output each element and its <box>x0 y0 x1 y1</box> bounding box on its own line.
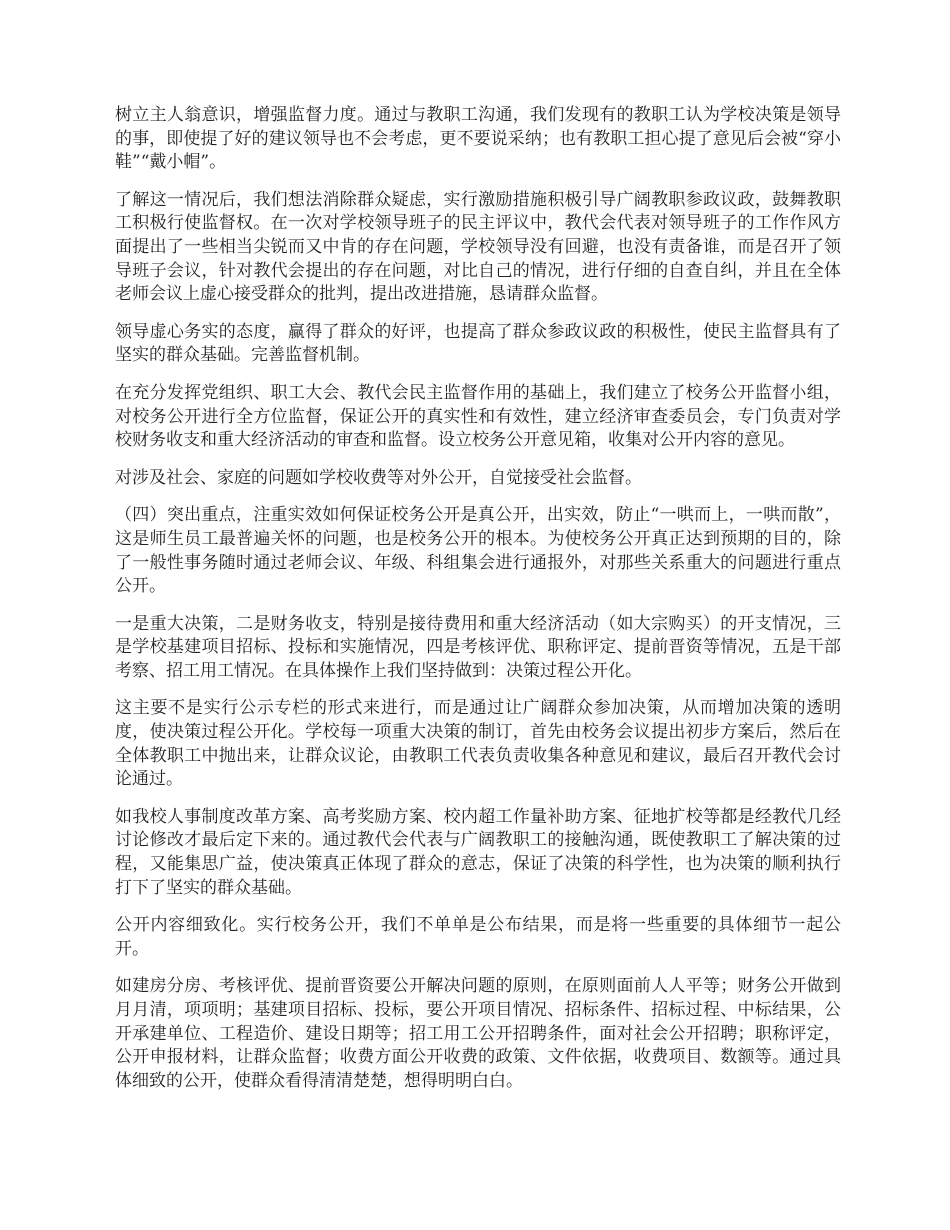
paragraph-6: （四）突出重点，注重实效如何保证校务公开是真公开，出实效，防止“一哄而上，一哄而散”，这是师生员工最普遍关怀的问题，也是校务公开的根本。为使校务公开真正达到预期的目的，除了一般性事务随时通过老师会议、年级、科组集会进行通报外，对那些关系重大的问题进行重点公开。 <box>115 505 841 597</box>
document-body <box>115 104 841 1107</box>
paragraph-3: 领导虚心务实的态度，赢得了群众的好评，也提高了群众参政议政的积极性，使民主监督具有了坚实的群众基础。完善监督机制。 <box>115 321 841 366</box>
paragraph-7: 一是重大决策，二是财务收支，特别是接待费用和重大经济活动（如大宗购买）的开支情况，三是学校基建项目招标、投标和实施情况，四是考核评优、职称评定、提前晋资等情况，五是干部考察、招工用工情况。在具体操作上我们坚持做到：决策过程公开化。 <box>115 613 841 681</box>
paragraph-5: 对涉及社会、家庭的问题如学校收费等对外公开，自觉接受社会监督。 <box>115 467 642 488</box>
paragraph-10: 公开内容细致化。实行校务公开，我们不单单是公布结果，而是将一些重要的具体细节一起公开。 <box>115 915 841 959</box>
paragraph-4: 在充分发挥党组织、职工大会、教代会民主监督作用的基础上，我们建立了校务公开监督小组，对校务公开进行全方位监督，保证公开的真实性和有效性，建立经济审查委员会，专门负责对学校财务收支和重大经济活动的审查和监督。设立校务公开意见箱，收集对公开内容的意见。 <box>115 382 841 451</box>
paragraph-8: 这主要不是实行公示专栏的形式来进行，而是通过让广阔群众参加决策，从而增加决策的透明度，使决策过程公开化。学校每一项重大决策的制订，首先由校务会议提出初步方案后，然后在全体教职工中抛出来，让群众议论，由教职工代表负责收集各种意见和建议，最后召开教代会讨论通过。 <box>115 698 841 790</box>
paragraph-2: 了解这一情况后，我们想法消除群众疑虑，实行激励措施积极引导广阔教职参政议政，鼓舞教职工积极行使监督权。在一次对学校领导班子的民主评议中，教代会代表对领导班子的工作作风方面提出了一些相当尖锐而又中肯的存在问题，学校领导没有回避，也没有责备谁，而是召开了领导班子会议，针对教代会提出的存在问题，对比自己的情况，进行仔细的自查自纠，并且在全体老师会议上虚心接受群众的批判，提出改进措施，恳请群众监督。 <box>115 189 841 305</box>
paragraph-9: 如我校人事制度改革方案、高考奖励方案、校内超工作量补助方案、征地扩校等都是经教代几经讨论修改才最后定下来的。通过教代会代表与广阔教职工的接触沟通，既使教职工了解决策的过程，又能集思广益，使决策真正体现了群众的意志，保证了决策的科学性，也为决策的顺利执行打下了坚实的群众基础。 <box>115 806 841 898</box>
paragraph-11: 如建房分房、考核评优、提前晋资要公开解决问题的原则，在原则面前人人平等；财务公开做到月月清，项项明；基建项目招标、投标，要公开项目情况、招标条件、招标过程、中标结果，公开承建单位、工程造价、建设日期等；招工用工公开招聘条件，面对社会公开招聘；职称评定，公开申报材料，让群众监督；收费方面公开收费的政策、文件依据，收费项目、数额等。通过具体细致的公开，使群众看得清清楚楚，想得明明白白。 <box>115 976 841 1091</box>
paragraph-1: 树立主人翁意识，增强监督力度。通过与教职工沟通，我们发现有的教职工认为学校决策是领导的事，即使提了好的建议领导也不会考虑，更不要说采纳；也有教职工担心提了意见后会被“穿小鞋”“戴小帽”。 <box>115 105 841 173</box>
